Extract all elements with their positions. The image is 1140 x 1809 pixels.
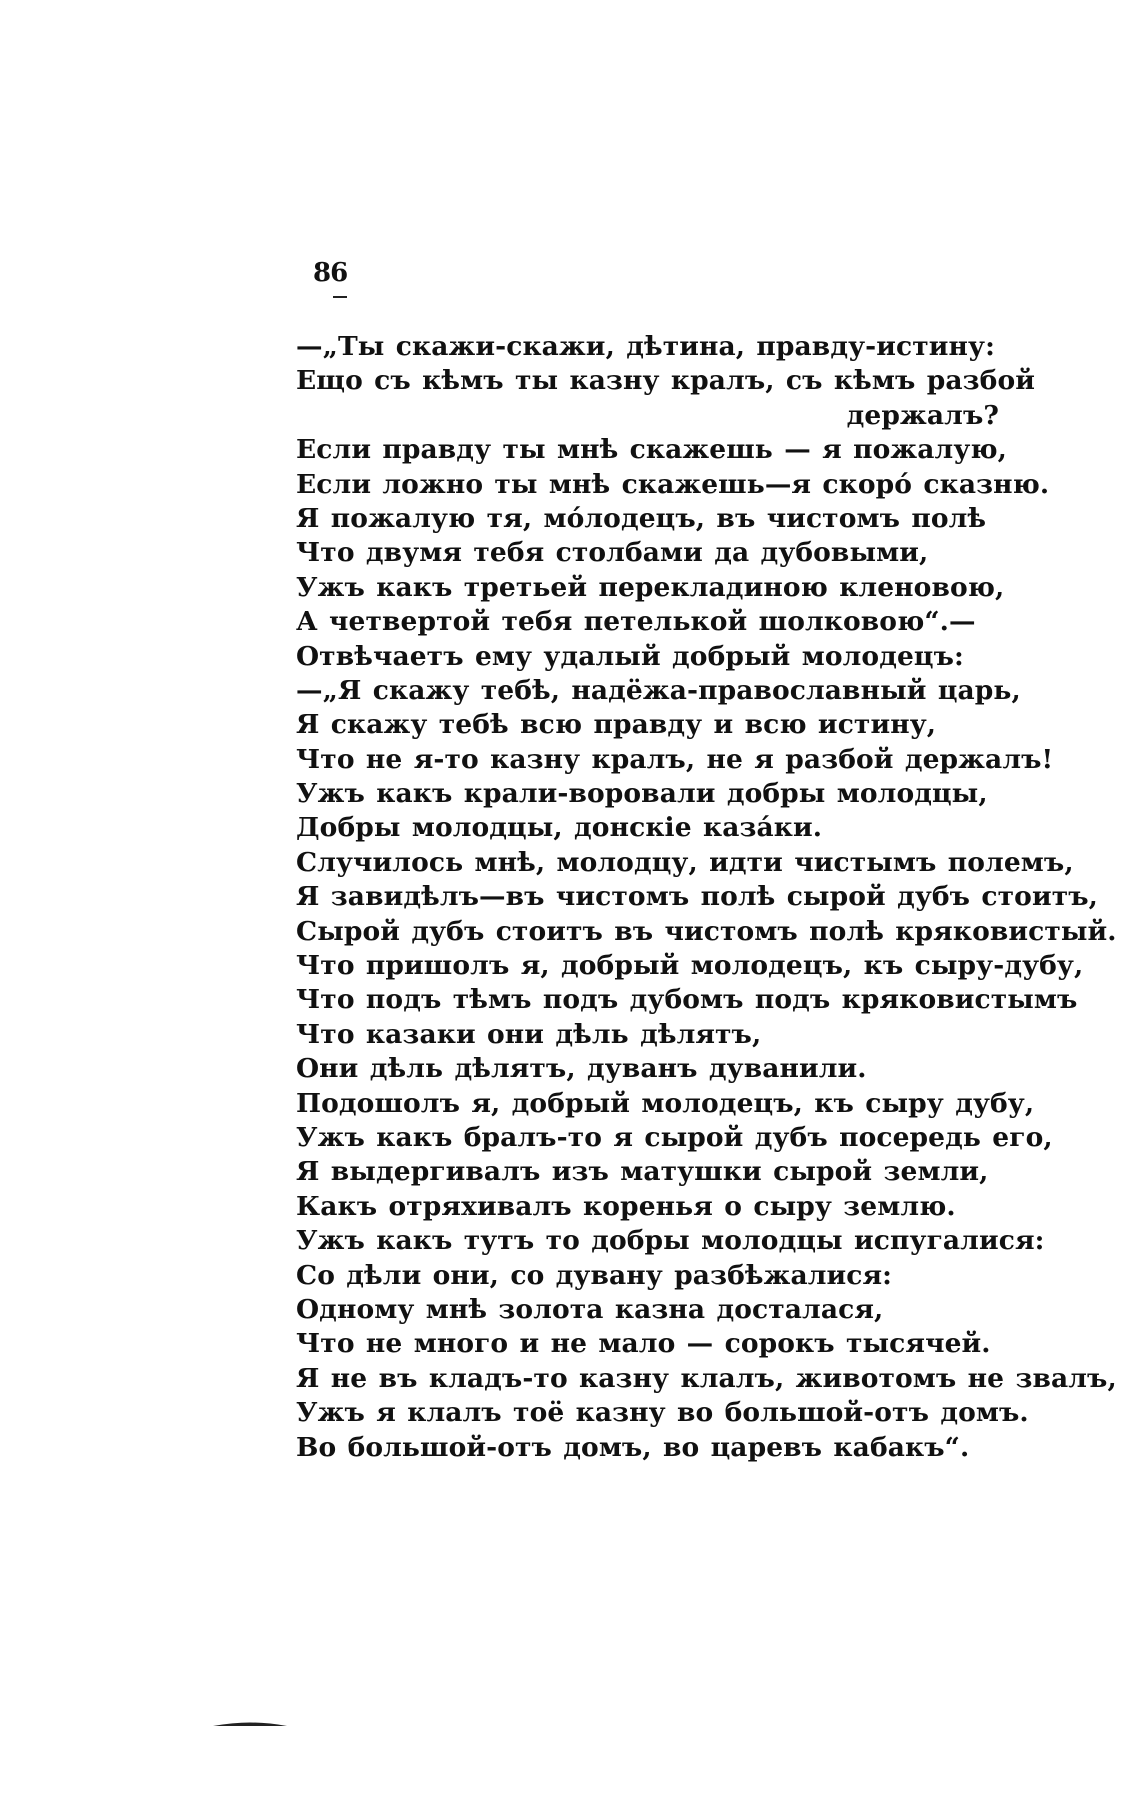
poem-line: Ужъ какъ тутъ то добры молодцы испугалися: <box>296 1225 1045 1257</box>
poem-line: Со дѣли они, со дувану разбѣжалися: <box>296 1259 893 1291</box>
poem-line: Случилось мнѣ, молодцу, идти чистымъ полемъ, <box>296 846 1074 878</box>
poem-line: Ещо съ кѣмъ ты казну кралъ, съ кѣмъ разбой <box>296 365 1035 397</box>
poem-line: Что пришолъ я, добрый молодецъ, къ сыру-дубу, <box>296 950 1084 982</box>
poem-line: Если ложно ты мнѣ скажешь—я скоро́ сказню. <box>296 468 1050 500</box>
poem-line: Что казаки они дѣль дѣлятъ, <box>296 1018 762 1050</box>
poem-line: Подошолъ я, добрый молодецъ, къ сыру дубу, <box>296 1087 1035 1119</box>
poem-line: Какъ отряхивалъ коренья о сыру землю. <box>296 1190 956 1222</box>
poem-line: Отвѣчаетъ ему удалый добрый молодецъ: <box>296 640 964 672</box>
poem-line: Во большой-отъ домъ, во царевъ кабакъ“. <box>296 1431 970 1463</box>
poem-line: —„Ты скажи-скажи, дѣтина, правду-истину: <box>296 331 995 362</box>
poem-line: Одному мнѣ золота казна досталася, <box>296 1293 884 1325</box>
poem-line: Они дѣль дѣлятъ, дуванъ дуванили. <box>296 1053 867 1085</box>
poem-line-continuation: держалъ? <box>846 399 999 431</box>
poem-text <box>296 330 1117 1465</box>
poem-line: —„Я скажу тебѣ, надёжа-православный царь, <box>296 674 1021 706</box>
poem-line: Ужъ какъ третьей перекладиною кленовою, <box>296 571 1005 603</box>
poem-line: Я пожалую тя, мо́лодецъ, въ чистомъ полѣ <box>296 502 987 534</box>
poem-line: Я завидѣлъ—въ чистомъ полѣ сырой дубъ стоитъ, <box>296 881 1098 913</box>
poem-line: Ужъ какъ бралъ-то я сырой дубъ посередь его, <box>296 1121 1053 1153</box>
page-number: 86 <box>313 258 348 288</box>
poem-line: Что подъ тѣмъ подъ дубомъ подъ кряковистымъ <box>296 984 1078 1016</box>
poem-line: Что двумя тебя столбами да дубовыми, <box>296 537 929 569</box>
poem-line: Сырой дубъ стоитъ въ чистомъ полѣ кряковистый. <box>296 915 1117 947</box>
poem-line: Что не много и не мало — сорокъ тысячей. <box>296 1328 991 1360</box>
poem-line: Ужъ я клалъ тоё казну во большой-отъ домъ. <box>296 1397 1029 1429</box>
poem-line: А четвертой тебя петелькой шолковою“.— <box>296 606 976 638</box>
ink-mark <box>213 1722 287 1727</box>
page-number-underline <box>333 296 347 298</box>
poem-line: Что не я-то казну кралъ, не я разбой держалъ! <box>296 743 1054 775</box>
poem-line: Я выдергивалъ изъ матушки сырой земли, <box>296 1156 989 1188</box>
poem-line: Если правду ты мнѣ скажешь — я пожалую, <box>296 434 1007 466</box>
poem-line: Я скажу тебѣ всю правду и всю истину, <box>296 709 937 741</box>
poem-line: Добры молодцы, донскіе каза́ки. <box>296 812 823 844</box>
poem-line: Я не въ кладъ-то казну клалъ, животомъ не звалъ, <box>296 1362 1117 1394</box>
poem-line: Ужъ какъ крали-воровали добры молодцы, <box>296 778 988 810</box>
